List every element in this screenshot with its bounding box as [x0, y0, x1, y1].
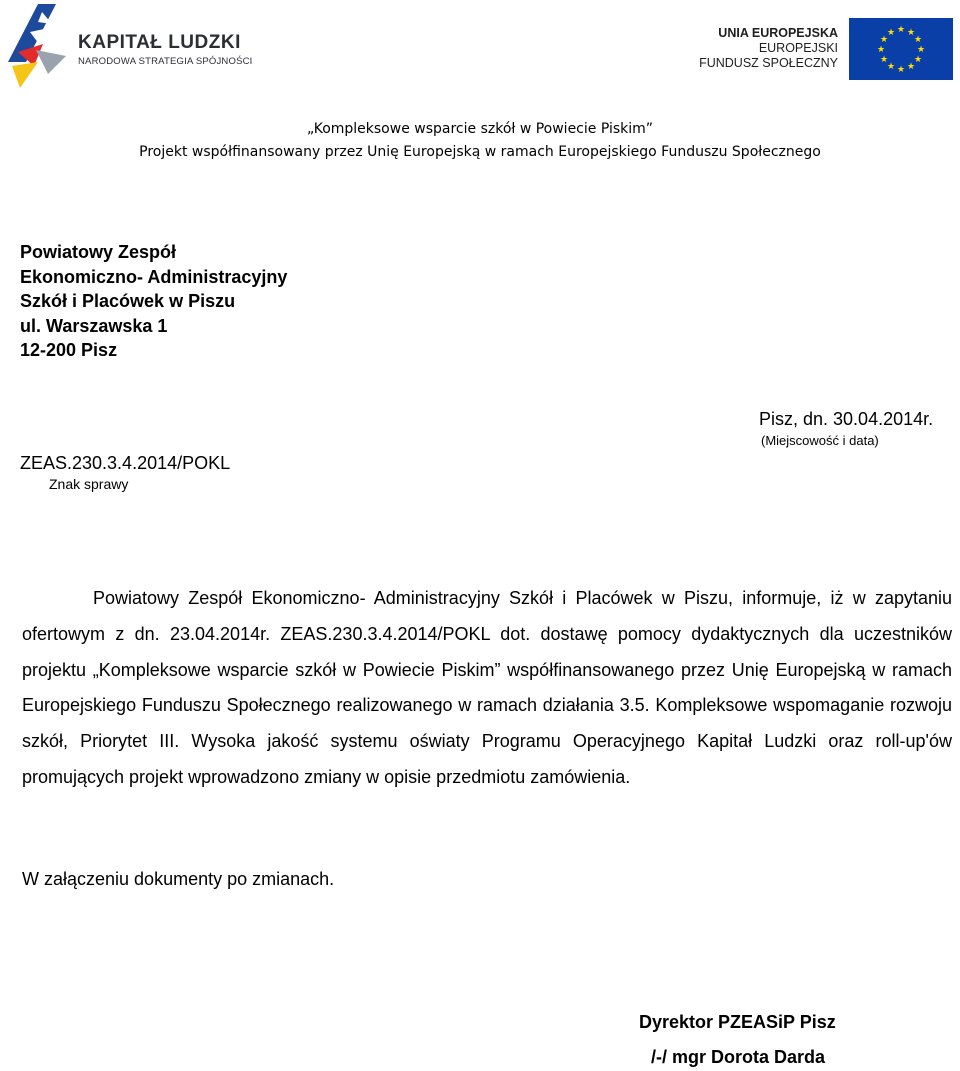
case-label: Znak sprawy — [49, 476, 129, 492]
svg-text:★: ★ — [879, 55, 889, 65]
kapital-ludzki-subtitle: NARODOWA STRATEGIA SPÓJNOŚCI — [78, 56, 253, 67]
eu-flag-icon — [849, 18, 953, 80]
sender-line: ul. Warszawska 1 — [20, 315, 168, 336]
svg-text:★: ★ — [886, 28, 896, 38]
svg-text:★: ★ — [916, 45, 926, 55]
sender-line: Szkół i Placówek w Piszu — [20, 291, 236, 311]
place-date: Pisz, dn. 30.04.2014r. — [759, 409, 934, 429]
svg-text:★: ★ — [879, 35, 889, 45]
eu-logo-line3: FUNDUSZ SPOŁECZNY — [699, 56, 838, 70]
case-number: ZEAS.230.3.4.2014/POKL — [20, 453, 231, 473]
signature-name: /-/ mgr Dorota Darda — [651, 1047, 826, 1067]
svg-text:★: ★ — [896, 25, 906, 35]
svg-text:★: ★ — [886, 62, 896, 72]
svg-text:★: ★ — [913, 55, 923, 65]
svg-text:★: ★ — [913, 35, 923, 45]
project-cofinance-line: Projekt współfinansowany przez Unię Europejską w ramach Europejskiego Funduszu Społecznego — [139, 144, 821, 160]
svg-text:★: ★ — [906, 28, 916, 38]
eu-logo-text — [699, 26, 838, 71]
eu-logo-line2: EUROPEJSKI — [758, 41, 838, 55]
sender-line: Ekonomiczno- Administracyjny — [20, 266, 288, 287]
attachment-note: W załączeniu dokumenty po zmianach. — [22, 869, 335, 889]
body-paragraph: Powiatowy Zespół Ekonomiczno- Administracyjny Szkół i Placówek w Piszu, informuje, iż w zapytaniu ofertowym z dn. 23.04.2014r. ZEAS.230.3.4.2014/POKL dot. dostawę pomocy dydaktycznych dla uczestników projektu „Kompleksowe wsparcie szkół w Powiecie Piskim” współfinansowanego przez Unię Europejską w ramach Europejskiego Funduszu Społecznego realizowanego w ramach działania 3.5. Kompleksowe wspomaganie rozwoju szkół, Priorytet III. Wysoka jakość systemu oświaty Programu Operacyjnego Kapitał Ludzki oraz roll-up'ów promujących projekt wprowadzono zmiany w opisie przedmiotu zamówienia. — [22, 588, 952, 787]
kapital-ludzki-logo-icon — [8, 4, 78, 92]
eu-flag-svg — [849, 18, 953, 80]
sender-address — [20, 240, 287, 363]
place-date-label: (Miejscowość i data) — [761, 433, 879, 448]
kapital-ludzki-title: KAPITAŁ LUDZKI — [78, 32, 241, 53]
svg-text:★: ★ — [876, 45, 886, 55]
project-header — [0, 118, 960, 164]
signature-title: Dyrektor PZEASiP Pisz — [639, 1012, 836, 1032]
svg-text:★: ★ — [896, 65, 906, 75]
project-title: „Kompleksowe wsparcie szkół w Powiecie Piskim” — [306, 121, 654, 137]
sender-line: 12-200 Pisz — [20, 340, 118, 360]
sender-line: Powiatowy Zespół — [20, 242, 177, 262]
eu-logo-line1: UNIA EUROPEJSKA — [718, 26, 838, 40]
svg-text:★: ★ — [906, 62, 916, 72]
